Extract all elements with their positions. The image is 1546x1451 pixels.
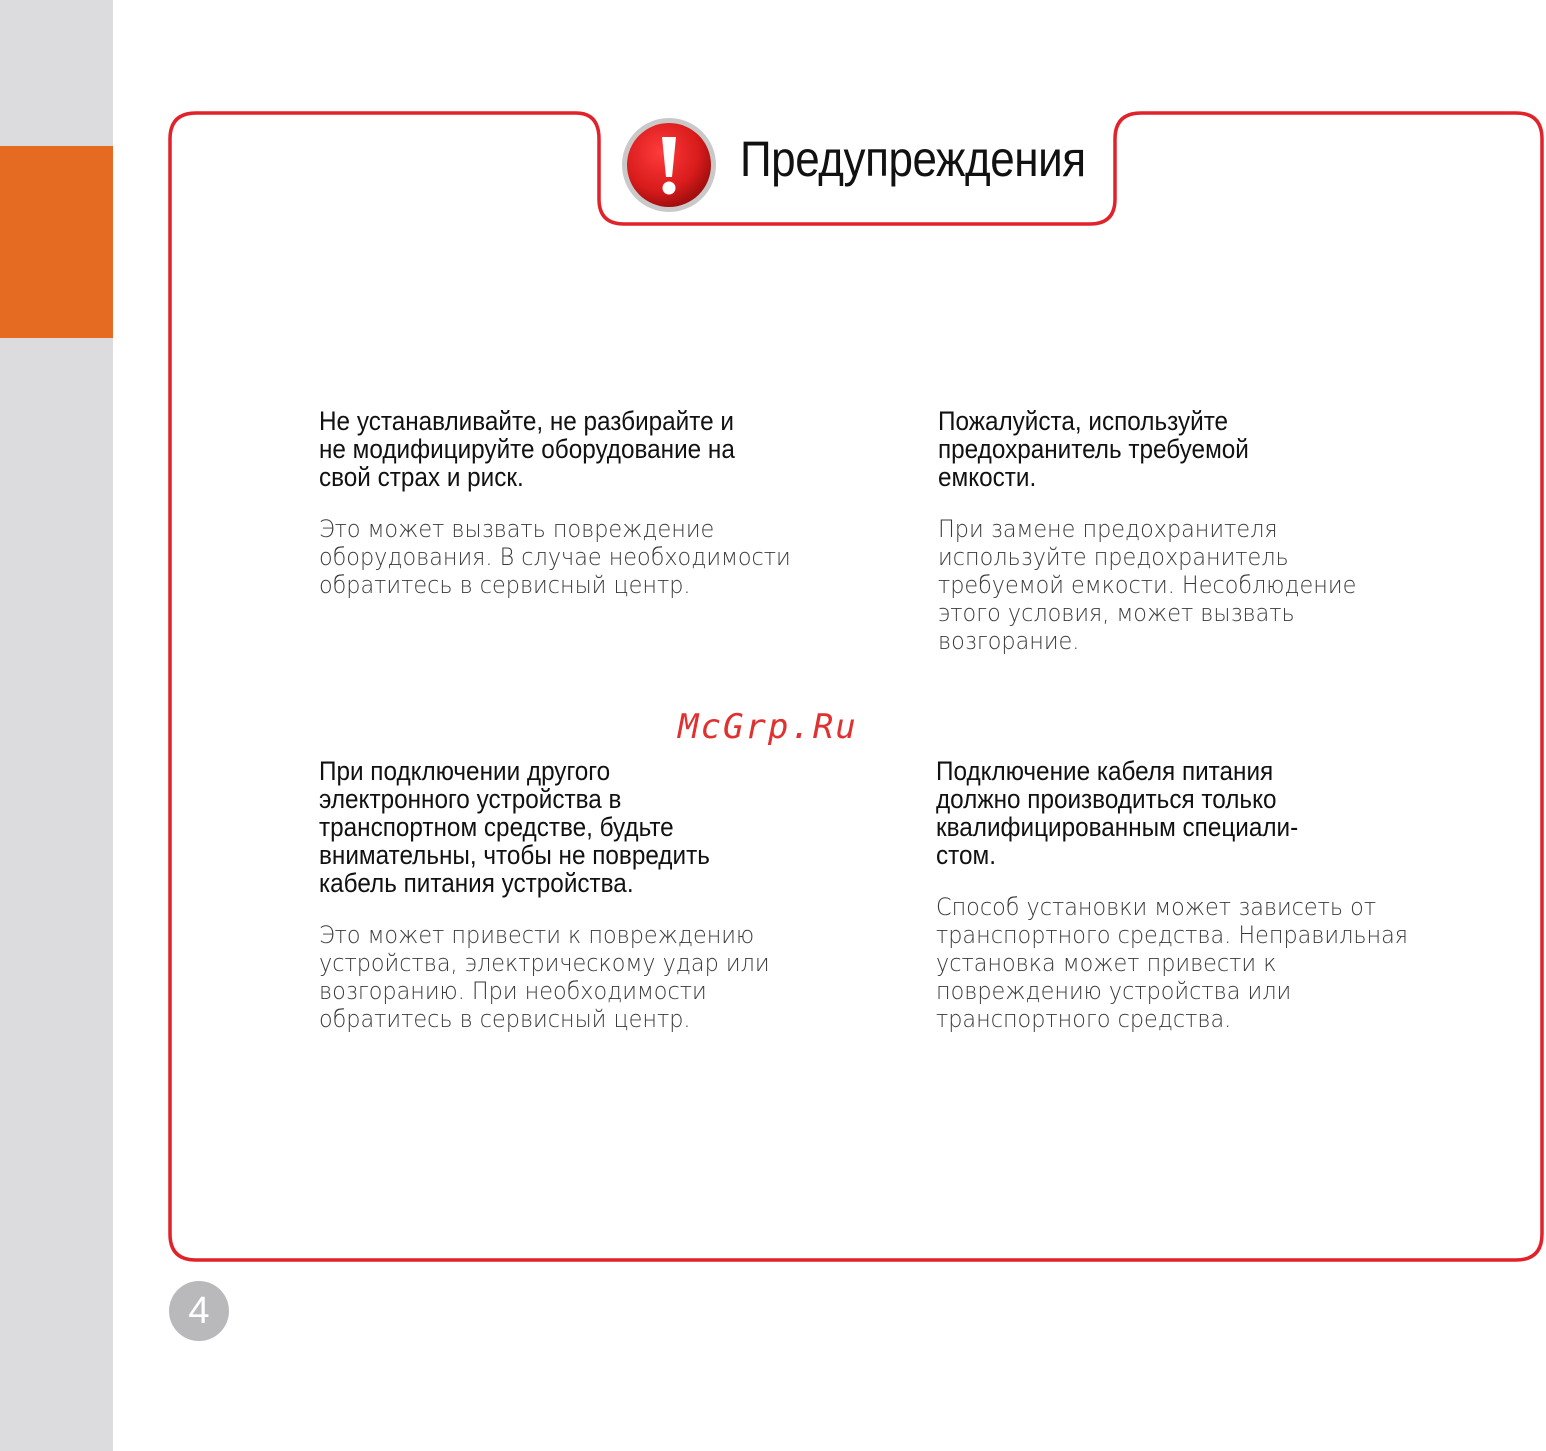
warning-body: Это может привести к повреждению устройства, электрическому удар или возгоранию. При необходимости обратитесь в сервисный центр. (319, 921, 770, 1033)
page-number-badge: 4 (169, 1281, 229, 1341)
page-title: Предупреждения (740, 131, 1086, 187)
warning-item (938, 407, 1458, 655)
warning-heading: При подключении другого электронного устройства в транспортном средстве, будьте внимательны, чтобы не повредить кабель питания устройства. (319, 756, 710, 898)
warning-heading: Пожалуйста, используйте предохранитель требуемой емкости. (938, 406, 1249, 492)
exclamation-warning-icon (621, 117, 717, 213)
warning-item (319, 407, 839, 599)
warning-body: При замене предохранителя используйте предохранитель требуемой емкости. Несоблюдение этого условия, может вызвать возгорание. (938, 515, 1357, 655)
warning-item (319, 757, 839, 1033)
warning-body: Способ установки может зависеть от транспортного средства. Неправильная установка может привести к повреждению устройства или транспортного средства. (936, 893, 1408, 1033)
warning-body: Это может вызвать повреждение оборудования. В случае необходимости обратитесь в сервисный центр. (319, 515, 791, 599)
warning-heading: Не устанавливайте, не разбирайте и не модифицируйте оборудование на свой страх и риск. (319, 406, 735, 492)
warning-heading: Подключение кабеля питания должно производиться только квалифицированным специали- стом. (936, 756, 1299, 870)
watermark: McGrp.Ru (678, 707, 858, 747)
warning-item (936, 757, 1456, 1033)
